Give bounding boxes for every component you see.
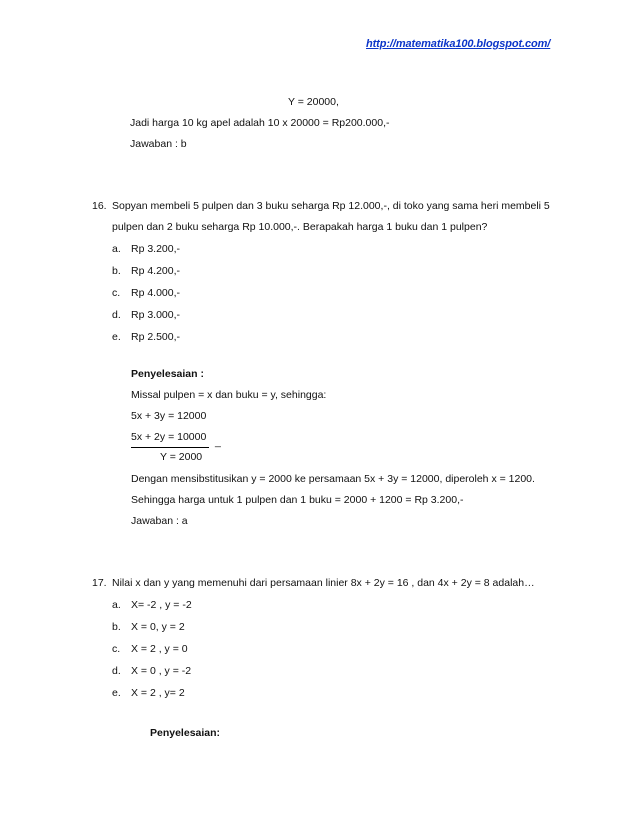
q17-option-letter: b. bbox=[112, 621, 121, 633]
q17-option-text: X = 0, y = 2 bbox=[131, 621, 185, 633]
q16-answer: Jawaban : a bbox=[131, 515, 188, 527]
q17-solution-title: Penyelesaian: bbox=[150, 727, 221, 739]
blog-url-link[interactable]: http://matematika100.blogspot.com/ bbox=[366, 38, 551, 50]
q17-option-text: X = 0 , y = -2 bbox=[131, 665, 192, 677]
q16-option-letter: e. bbox=[112, 331, 121, 343]
q16-solution-line: Sehingga harga untuk 1 pulpen dan 1 buku = 2000 + 1200 = Rp 3.200,- bbox=[131, 494, 464, 506]
prev-conclusion: Jadi harga 10 kg apel adalah 10 x 20000 = Rp200.000,- bbox=[130, 117, 390, 129]
y-result-line: Y = 20000, bbox=[288, 96, 339, 108]
q16-option-text: Rp 4.200,- bbox=[131, 265, 181, 277]
q16-option-text: Rp 3.000,- bbox=[131, 309, 181, 321]
q16-result: Y = 2000 bbox=[160, 451, 203, 463]
q17-option-text: X = 2 , y = 0 bbox=[131, 643, 188, 655]
q16-option-text: Rp 3.200,- bbox=[131, 243, 181, 255]
q16-option-letter: d. bbox=[112, 309, 121, 321]
q16-option-text: Rp 4.000,- bbox=[131, 287, 181, 299]
q17-option-letter: a. bbox=[112, 599, 121, 611]
prev-answer: Jawaban : b bbox=[130, 138, 187, 150]
q17-option-text: X = 2 , y= 2 bbox=[131, 687, 185, 699]
minus-sign: _ bbox=[215, 436, 221, 448]
q16-equation-2: 5x + 2y = 10000 bbox=[131, 431, 207, 443]
q17-option-letter: c. bbox=[112, 643, 121, 655]
q17-number: 17. bbox=[92, 577, 107, 589]
q16-solution-title: Penyelesaian : bbox=[131, 368, 204, 380]
subtraction-rule bbox=[131, 447, 209, 448]
q17-option-text: X= -2 , y = -2 bbox=[131, 599, 192, 611]
q16-equation-1: 5x + 3y = 12000 bbox=[131, 410, 207, 422]
q16-question-line2: pulpen dan 2 buku seharga Rp 10.000,-. Berapakah harga 1 buku dan 1 pulpen? bbox=[112, 221, 488, 233]
q17-option-letter: e. bbox=[112, 687, 121, 699]
q16-question-line1: Sopyan membeli 5 pulpen dan 3 buku seharga Rp 12.000,-, di toko yang sama heri membeli 5 bbox=[112, 200, 550, 212]
q16-option-letter: c. bbox=[112, 287, 121, 299]
q16-option-letter: a. bbox=[112, 243, 121, 255]
q16-number: 16. bbox=[92, 200, 107, 212]
q17-option-letter: d. bbox=[112, 665, 121, 677]
q16-solution-line: Missal pulpen = x dan buku = y, sehingga: bbox=[131, 389, 327, 401]
q16-solution-line: Dengan mensibstitusikan y = 2000 ke persamaan 5x + 3y = 12000, diperoleh x = 1200. bbox=[131, 473, 535, 485]
q17-question: Nilai x dan y yang memenuhi dari persamaan linier 8x + 2y = 16 , dan 4x + 2y = 8 adalah… bbox=[112, 577, 535, 589]
q16-option-text: Rp 2.500,- bbox=[131, 331, 181, 343]
q16-option-letter: b. bbox=[112, 265, 121, 277]
